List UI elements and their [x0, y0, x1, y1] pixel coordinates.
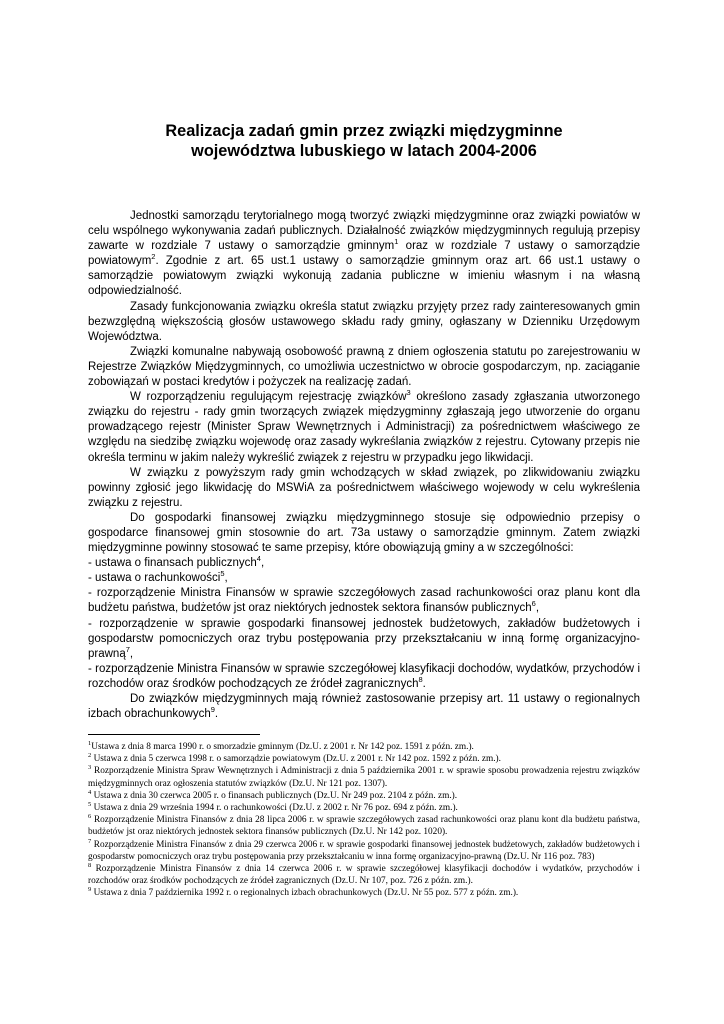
list-item: - rozporządzenie Ministra Finansów w sprawie szczegółowej klasyfikacji dochodów, wydatków, przychodów i rozchodów oraz środków pochodzących ze źródeł zagranicznych$^8$. [88, 662, 640, 690]
footnote: $^8$ Rozporządzenie Ministra Finansów z dnia 14 czerwca 2006 r. w sprawie szczegółowej klasyfikacji dochodów i wydatków, przychodów i rozchodów oraz środków pochodzących ze źródeł zagranicznych (Dz.U. Nr 107, poz. 726 z późn. zm.). [88, 861, 640, 887]
footnote-ref-5: 5 [220, 569, 225, 579]
list-item: - rozporządzenie w sprawie gospodarki finansowej jednostek budżetowych, zakładów budżetowych i gospodarstw pomocniczych oraz trybu postępowania przy przekształcaniu w inną formę organizacyjno-prawną$^7$, [88, 617, 640, 660]
footnote-ref-7: 7 [125, 644, 130, 654]
footnote: $^9$ Ustawa z dnia 7 października 1992 r. o regionalnych izbach obrachunkowych (Dz.U. Nr 55 poz. 577 z późn. zm.). [88, 886, 519, 899]
list-item: - ustawa o finansach publicznych$^4$, [88, 554, 265, 570]
footnote: $^2$ Ustawa z dnia 5 czerwca 1998 r. o samorządzie powiatowym (Dz.U. z 2001 r. Nr 142 poz. 1592 z późn. zm.). [88, 752, 501, 765]
footnote: $^4$ Ustawa z dnia 30 czerwca 2005 r. o finansach publicznych (Dz.U. Nr 249 poz. 2104 z późn. zm.). [88, 788, 458, 801]
paragraph-1: Jednostki samorządu terytorialnego mogą tworzyć związki międzygminne oraz związki powiatów w celu wspólnego wykonywania zadań publicznych. Działalność związków międzygminnych regulują przepisy zawarte w rozdziale 7 ustawy o samorządzie gminnym$^1$ oraz w rozdziale 7 ustawy o samorządzie powiatowym$^2$. Zgodnie z art. 65 ust.1 ustawy o samorządzie gminnym oraz art. 66 ust.1 ustawy o samorządzie powiatowym związki wykonują zadania publiczne w imieniu własnym i na własną odpowiedzialność. [88, 210, 640, 298]
footnote-ref-1: 1 [394, 237, 399, 247]
title-line-2: województwa lubuskiego w latach 2004-2006 [191, 142, 537, 160]
footnote-separator [88, 734, 260, 735]
footnote: $^5$ Ustawa z dnia 29 września 1994 r. o rachunkowości (Dz.U. z 2002 r. Nr 76 poz. 694 z późn. zm.). [88, 800, 458, 814]
footnote: $^7$ Rozporządzenie Ministra Finansów z dnia 29 czerwca 2006 r. w sprawie gospodarki finansowej jednostek budżetowych, zakładów budżetowych i gospodarstw pomocniczych oraz trybu postępowania przy przekształcaniu w inna formę organizacyjno-prawną (Dz.U. Nr 116 poz. 783) [88, 837, 640, 862]
list-item: - ustawa o rachunkowości$^5$, [88, 569, 228, 585]
paragraph-6: Do gospodarki finansowej związku międzygminnego stosuje się odpowiednio przepisy o gospodarce finansowej gmin stosownie do art. 73a ustawy o samorządzie gminnym. Zatem związki międzygminne powinny stosować te same przepisy, które obowiązują gminy a w szczególności: [88, 511, 640, 555]
footnote-ref-8: 8 [418, 675, 423, 685]
footnote-ref-3: 3 [406, 388, 411, 398]
paragraph-3: Związki komunalne nabywają osobowość prawną z dniem ogłoszenia statutu po zarejestrowaniu w Rejestrze Związków Międzygminnych, co umożliwia uczestnictwo w obrocie gospodarczym, np. zaciąganie zobowiązań w postaci kredytów i pożyczek na realizację zadań. [88, 345, 640, 389]
footnote: $^3$ Rozporządzenie Ministra Spraw Wewnętrznych i Administracji z dnia 5 października 2001 r. w sprawie sposobu prowadzenia rejestru związków międzygminnych oraz ogłoszenia statutów związków (Dz.U. Nr 121 poz. 1307). [88, 764, 640, 789]
footnote-ref-9: 9 [210, 705, 215, 715]
paragraph-2: Zasady funkcjonowania związku określa statut związku przyjęty przez rady zainteresowanych gmin bezwzględną większością głosów ustawowego składu rady gminy, ogłaszany w Dzienniku Urzędowym Województwa. [88, 300, 640, 343]
title-line-1: Realizacja zadań gmin przez związki międzygminne [165, 122, 563, 140]
footnotes [88, 741, 640, 900]
document-body [88, 209, 640, 722]
footnote: $^6$ Rozporządzenie Ministra Finansów z dnia 28 lipca 2006 r. w sprawie szczegółowych zasad rachunkowości oraz planu kont dla budżetu państwa, budżetów jst oraz niektórych jednostek sektora finansów publicznych (Dz.U. Nr 142 poz. 1020). [88, 813, 640, 838]
paragraph-7: Do związków międzygminnych mają również zastosowanie przepisy art. 11 ustawy o regionalnych izbach obrachunkowych$^9$. [88, 693, 640, 721]
paragraph-4: W rozporządzeniu regulującym rejestrację związków$^3$ określono zasady zgłaszania utworzonego związku do rejestru - rady gmin tworzących związek międzygminny zgłaszają jego utworzenie do organu prowadzącego rejestr (Minister Spraw Wewnętrznych i Administracji) za pośrednictwem właściwego ze względu na siedzibę związku wojewodę oraz zasady wykreślania związków z rejestru. Cytowany przepis nie określa terminu w jakim należy wykreślić związek z rejestru w przypadku jego likwidacji. [88, 388, 640, 464]
footnote: $^1$Ustawa z dnia 8 marca 1990 r. o smorzadzie gminnym (Dz.U. z 2001 r. Nr 142 poz. 1591 z późn. zm.). [88, 739, 474, 752]
paragraph-5: W związku z powyższym rady gmin wchodzących w skład związek, po zlikwidowaniu związku powinny zgłosić jego likwidację do MSWiA za pośrednictwem właściwego wojewody w celu wykreślenia związku z rejestru. [88, 466, 640, 509]
footnote-ref-2: 2 [151, 252, 156, 262]
footnote-ref-6: 6 [531, 599, 536, 609]
document-title [88, 121, 640, 161]
footnote-ref-4: 4 [256, 554, 261, 564]
list-item: - rozporządzenie Ministra Finansów w sprawie szczegółowych zasad rachunkowości oraz planu kont dla budżetu państwa, budżetów jst oraz niektórych jednostek sektora finansów publicznych$^6$, [88, 587, 640, 615]
